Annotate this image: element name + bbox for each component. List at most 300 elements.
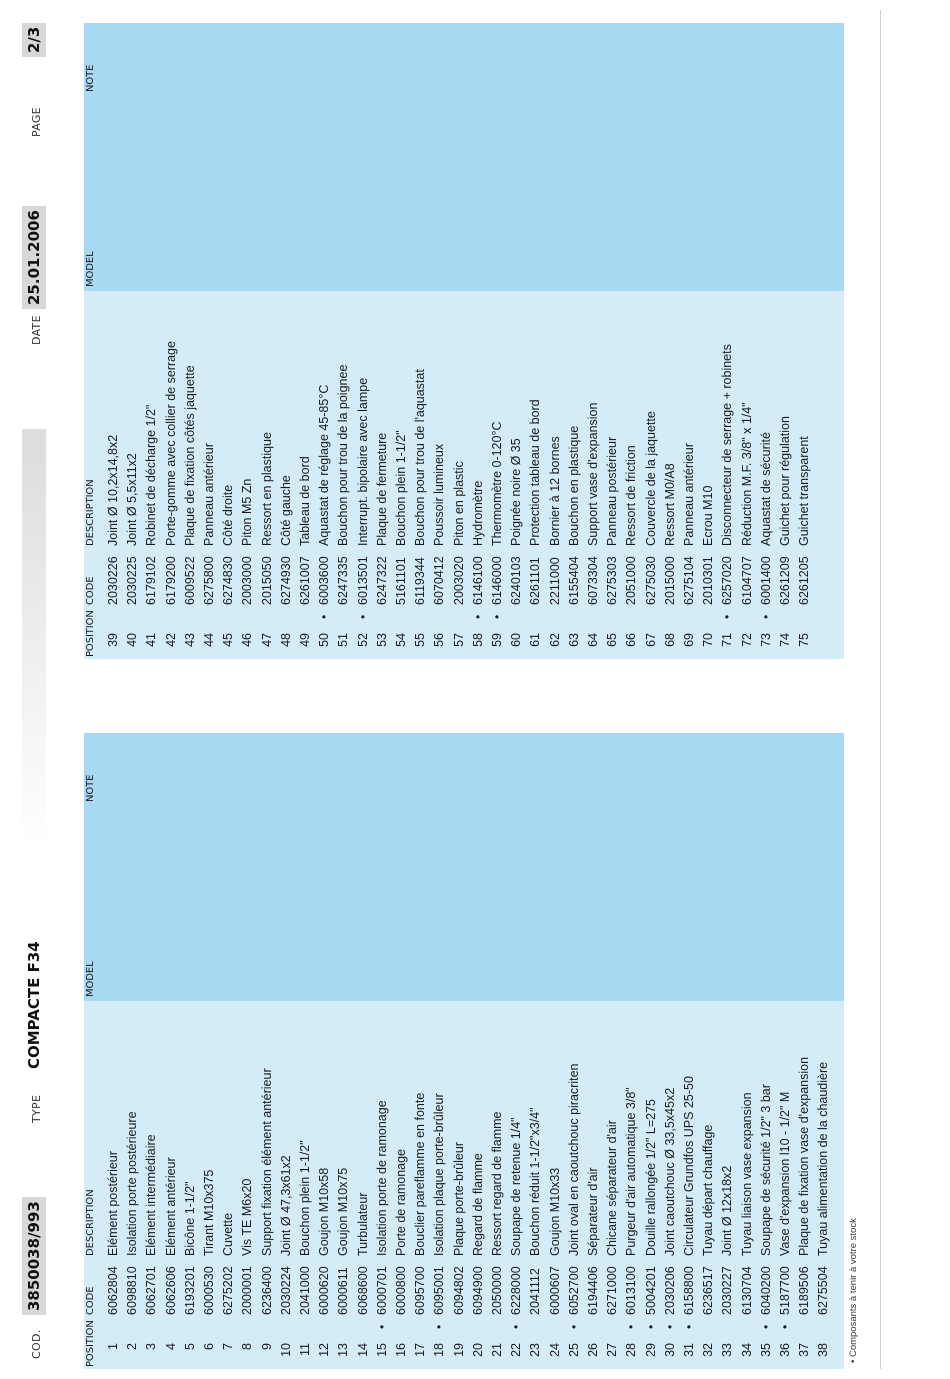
row-code: 6119344 — [413, 557, 428, 605]
row-code: 2211000 — [547, 557, 562, 605]
table-row — [200, 23, 219, 659]
page-value: 2/3 — [22, 23, 46, 57]
table-row — [219, 23, 238, 659]
row-description: Côté gauche — [278, 475, 293, 546]
col-head-description: DESCRIPTION — [85, 479, 96, 546]
row-description: Bouchon pour trou de la poignee — [336, 364, 351, 546]
row-code: 2041000 — [298, 1266, 312, 1315]
row-code: 6000800 — [394, 1266, 408, 1315]
row-position: 45 — [221, 633, 236, 647]
row-position: 13 — [336, 1343, 351, 1357]
row-code: 2030226 — [106, 556, 120, 605]
col-head-code: CODE — [85, 576, 96, 605]
row-code: 6261007 — [298, 556, 312, 605]
row-code: 5004201 — [643, 1266, 658, 1315]
row-position: 12 — [317, 1343, 332, 1357]
row-code: 6001400 — [758, 556, 773, 605]
row-code: 6247335 — [336, 556, 351, 605]
row-code: 6275104 — [682, 556, 696, 605]
row-description: Bouchon plein 1-1/2" — [298, 1140, 312, 1256]
row-description: Tuyau alimentation de la chaudière — [816, 1061, 831, 1256]
row-code: 6070412 — [432, 556, 447, 605]
row-code: 6040200 — [758, 1266, 773, 1315]
row-description: Piton en plastic — [451, 461, 466, 546]
stock-bullet-icon: • — [758, 614, 773, 619]
row-code: 6052700 — [566, 1266, 581, 1315]
row-position: 51 — [336, 633, 351, 647]
row-description: Joint Ø 10,2x14,8x2 — [106, 434, 120, 546]
stock-bullet-icon: • — [682, 1324, 696, 1329]
row-position: 31 — [682, 1343, 696, 1357]
table-row — [315, 23, 334, 659]
row-position: 69 — [682, 633, 696, 647]
row-code: 6013100 — [624, 1266, 639, 1315]
table-row — [411, 733, 430, 1369]
row-position: 39 — [106, 633, 120, 647]
table-row — [603, 733, 622, 1369]
row-position: 38 — [816, 1343, 831, 1357]
row-description: Goujon M10x58 — [317, 1167, 332, 1256]
row-code: 6275504 — [816, 1266, 831, 1315]
table-row — [526, 23, 545, 659]
header-shade — [22, 429, 46, 849]
row-code: 6000701 — [374, 1266, 389, 1315]
table-row — [142, 23, 161, 659]
row-position: 59 — [490, 633, 504, 647]
row-description: Plaque de fermeture — [374, 432, 389, 546]
row-description: Vis TE M6x20 — [240, 1178, 255, 1256]
row-position: 67 — [643, 633, 658, 647]
table-row — [334, 733, 353, 1369]
table-row — [277, 733, 296, 1369]
row-code: 6257020 — [720, 556, 735, 605]
row-position: 14 — [355, 1343, 370, 1357]
row-position: 16 — [394, 1343, 408, 1357]
row-description: Panneau antérieur — [202, 443, 216, 546]
row-description: Tirant M10x375 — [202, 1169, 216, 1256]
table-row — [642, 733, 661, 1369]
row-position: 3 — [144, 1343, 159, 1350]
row-description: Tableau de bord — [298, 456, 312, 546]
col-head-code: CODE — [85, 1286, 96, 1315]
row-description: Thermomètre 0-120°C — [490, 421, 504, 546]
row-position: 46 — [240, 633, 255, 647]
table-row — [142, 733, 161, 1369]
stock-bullet-icon: • — [778, 1324, 792, 1329]
row-position: 20 — [470, 1343, 485, 1357]
stock-bullet-icon: • — [374, 1324, 389, 1329]
row-description: Purgeur d'air automatique 3/8" — [624, 1087, 639, 1256]
table-row — [526, 733, 545, 1369]
table-row — [584, 733, 603, 1369]
row-code: 2030206 — [662, 1266, 677, 1315]
table-row — [411, 23, 430, 659]
row-code: 6271000 — [605, 1266, 620, 1315]
table-row — [795, 23, 814, 659]
row-position: 52 — [355, 633, 370, 647]
row-description: Poignée noire Ø 35 — [509, 438, 524, 546]
row-position: 73 — [758, 633, 773, 647]
row-description: Douille rallongée 1/2" L=275 — [643, 1099, 658, 1256]
table-row — [104, 23, 123, 659]
row-description: Porte-gomme avec collier de serrage — [163, 341, 178, 546]
row-description: Bouchon pour trou de l'aquastat — [413, 369, 428, 546]
row-description: Tuyau liaison vase expansion — [739, 1092, 754, 1256]
row-description: Bouchon réduit 1-1/2"x3/4" — [528, 1107, 543, 1256]
row-description: Elément antérieur — [163, 1157, 178, 1256]
row-description: Support vase d'expansion — [586, 402, 600, 546]
row-description: Ressort M0/A8 — [662, 463, 677, 546]
col-head-description: DESCRIPTION — [85, 1189, 96, 1256]
row-description: Joint caoutchouc Ø 33,5x45x2 — [662, 1087, 677, 1256]
row-position: 23 — [528, 1343, 543, 1357]
table-row — [373, 23, 392, 659]
table-row — [123, 733, 142, 1369]
row-code: 5187700 — [778, 1266, 792, 1315]
row-description: Elément postérieur — [106, 1151, 120, 1256]
stock-bullet-icon: • — [432, 1324, 447, 1329]
parts-table-right — [84, 23, 844, 659]
row-position: 71 — [720, 633, 735, 647]
row-position: 5 — [182, 1343, 197, 1350]
row-code: 6275800 — [202, 556, 216, 605]
row-position: 41 — [144, 633, 159, 647]
row-description: Interrupt. bipolaire avec lampe — [355, 377, 370, 546]
row-position: 9 — [259, 1343, 274, 1350]
row-position: 68 — [662, 633, 677, 647]
date-label: DATE — [30, 315, 43, 345]
row-description: Guichet transparent — [797, 436, 812, 546]
table-row — [546, 733, 565, 1369]
row-code: 6000620 — [317, 1266, 332, 1315]
row-description: Ressort regard de flamme — [490, 1111, 504, 1256]
row-description: Ecrou M10 — [701, 485, 716, 546]
row-description: Soupape de retenue 1/4" — [509, 1117, 524, 1256]
table-row — [584, 23, 603, 659]
row-code: 6155404 — [566, 556, 581, 605]
row-position: 65 — [605, 633, 620, 647]
table-row — [546, 23, 565, 659]
table-row — [238, 733, 257, 1369]
row-description: Côté droite — [221, 484, 236, 546]
row-position: 27 — [605, 1343, 620, 1357]
table-row — [123, 23, 142, 659]
row-code: 2050000 — [490, 1266, 504, 1315]
row-code: 6146100 — [470, 556, 485, 605]
row-position: 40 — [125, 633, 140, 647]
row-description: Goujon M10x33 — [547, 1167, 562, 1256]
stock-bullet-icon: • — [566, 1324, 581, 1329]
stock-bullet-icon: • — [509, 1324, 524, 1329]
row-description: Soupape de sécurité 1/2" 3 bar — [758, 1084, 773, 1256]
row-code: 2003000 — [240, 556, 255, 605]
date-value: 25.01.2006 — [22, 206, 46, 309]
row-position: 55 — [413, 633, 428, 647]
row-position: 29 — [643, 1343, 658, 1357]
table-row — [238, 23, 257, 659]
table-row — [738, 733, 757, 1369]
row-position: 15 — [374, 1343, 389, 1357]
table-row — [469, 733, 488, 1369]
row-code: 6194406 — [586, 1266, 600, 1315]
row-position: 75 — [797, 633, 812, 647]
row-code: 6236517 — [701, 1266, 716, 1315]
row-position: 62 — [547, 633, 562, 647]
row-description: Isolation porte de ramonage — [374, 1100, 389, 1256]
row-code: 6068600 — [355, 1266, 370, 1315]
row-description: Piton M5 Zn — [240, 478, 255, 546]
col-head-position: POSITION — [85, 1320, 96, 1367]
table-row — [507, 733, 526, 1369]
row-description: Support fixation élément antérieur — [259, 1068, 274, 1256]
table-row — [296, 733, 315, 1369]
row-description: Plaque de fixation côtés jaquette — [182, 365, 197, 546]
table-row — [469, 23, 488, 659]
row-code: 6062606 — [163, 1266, 178, 1315]
row-position: 49 — [298, 633, 312, 647]
table-row — [776, 733, 795, 1369]
table-row — [661, 23, 680, 659]
row-position: 25 — [566, 1343, 581, 1357]
row-position: 1 — [106, 1343, 120, 1350]
row-description: Vase d'expansion l10 - 1/2" M — [778, 1091, 792, 1256]
row-position: 66 — [624, 633, 639, 647]
row-position: 64 — [586, 633, 600, 647]
row-code: 6179102 — [144, 556, 159, 605]
row-position: 42 — [163, 633, 178, 647]
table-row — [354, 733, 373, 1369]
row-description: Tuyau départ chauffage — [701, 1124, 716, 1256]
row-position: 2 — [125, 1343, 140, 1350]
row-code: 6158800 — [682, 1266, 696, 1315]
row-code: 6009522 — [182, 556, 197, 605]
row-description: Joint Ø 5,5x11x2 — [125, 453, 140, 546]
row-description: Disconnecteur de serrage + robinets — [720, 344, 735, 546]
type-label: TYPE — [30, 1094, 43, 1123]
table-row — [776, 23, 795, 659]
table-row — [181, 23, 200, 659]
row-position: 35 — [758, 1343, 773, 1357]
row-position: 19 — [451, 1343, 466, 1357]
document-header — [0, 9, 70, 1369]
row-position: 18 — [432, 1343, 447, 1357]
table-row — [488, 23, 507, 659]
row-code: 6261205 — [797, 556, 812, 605]
table-row — [680, 23, 699, 659]
stock-bullet-icon: • — [355, 614, 370, 619]
row-code: 2030225 — [125, 556, 140, 605]
row-description: Ressort de friction — [624, 445, 639, 546]
row-description: Joint oval en caoutchouc piracriten — [566, 1063, 581, 1256]
row-code: 6274830 — [221, 556, 236, 605]
table-row — [718, 733, 737, 1369]
row-code: 6261101 — [528, 557, 543, 605]
row-description: Chicane séparateur d'air — [605, 1120, 620, 1256]
row-description: Bouclier pareflamme en fonte — [413, 1092, 428, 1256]
parts-table-left — [84, 733, 844, 1369]
table-row — [680, 733, 699, 1369]
table-row — [565, 23, 584, 659]
row-position: 48 — [278, 633, 293, 647]
table-row — [603, 23, 622, 659]
row-position: 72 — [739, 633, 754, 647]
row-description: Regard de flamme — [470, 1153, 485, 1256]
row-description: Joint Ø 12x18x2 — [720, 1165, 735, 1256]
row-code: 5161101 — [394, 557, 408, 605]
stock-bullet-icon: • — [662, 1324, 677, 1329]
row-position: 30 — [662, 1343, 677, 1357]
row-description: Panneau antérieur — [682, 443, 696, 546]
col-head-position: POSITION — [85, 610, 96, 657]
row-position: 7 — [221, 1343, 236, 1350]
table-row — [718, 23, 737, 659]
row-code: 6228000 — [509, 1266, 524, 1315]
table-row — [258, 23, 277, 659]
row-position: 28 — [624, 1343, 639, 1357]
parts-list-page — [0, 9, 870, 1369]
row-code: 6240103 — [509, 556, 524, 605]
row-code: 6236400 — [259, 1266, 274, 1315]
row-position: 50 — [317, 633, 332, 647]
table-row — [699, 733, 718, 1369]
row-position: 32 — [701, 1343, 716, 1357]
col-head-model: MODEL — [85, 961, 96, 997]
table-row — [258, 733, 277, 1369]
row-description: Plaque porte-brûleur — [451, 1142, 466, 1256]
row-code: 6274930 — [278, 556, 293, 605]
row-code: 6094802 — [451, 1266, 466, 1315]
row-code: 6275202 — [221, 1266, 236, 1315]
row-code: 6095001 — [432, 1266, 447, 1315]
table-row — [757, 733, 776, 1369]
table-row — [373, 733, 392, 1369]
row-description: Couvercle de la jaquette — [643, 411, 658, 546]
row-description: Cuvette — [221, 1212, 236, 1256]
row-position: 21 — [490, 1343, 504, 1357]
table-row — [334, 23, 353, 659]
row-position: 61 — [528, 633, 543, 647]
col-head-note: NOTE — [85, 774, 96, 802]
table-row — [354, 23, 373, 659]
table-row — [296, 23, 315, 659]
table-row — [162, 23, 181, 659]
table-row — [642, 23, 661, 659]
row-description: Plaque de fixation vase d'expansion — [797, 1056, 812, 1256]
row-code: 6013501 — [355, 556, 370, 605]
table-row — [104, 733, 123, 1369]
row-code: 2003020 — [451, 556, 466, 605]
row-position: 11 — [298, 1343, 312, 1356]
stock-bullet-icon: • — [490, 614, 504, 619]
row-code: 6261209 — [778, 556, 792, 605]
row-code: 6000611 — [336, 1267, 351, 1315]
table-row — [392, 733, 411, 1369]
row-code: 6000530 — [202, 1266, 216, 1315]
row-code: 2030227 — [720, 1266, 735, 1315]
row-position: 53 — [374, 633, 389, 647]
col-head-note: NOTE — [85, 64, 96, 92]
row-position: 56 — [432, 633, 447, 647]
table-row — [200, 733, 219, 1369]
row-position: 63 — [566, 633, 581, 647]
col-head-model: MODEL — [85, 251, 96, 287]
row-code: 2015000 — [662, 556, 677, 605]
row-code: 2030224 — [278, 1266, 293, 1315]
row-position: 54 — [394, 633, 408, 647]
stock-bullet-icon: • — [643, 1324, 658, 1329]
row-position: 26 — [586, 1343, 600, 1357]
page-edge-rule — [880, 10, 881, 1369]
row-description: Poussoir lumineux — [432, 443, 447, 546]
row-code: 6062701 — [144, 1266, 159, 1315]
row-position: 10 — [278, 1343, 293, 1357]
row-position: 58 — [470, 633, 485, 647]
row-code: 6275303 — [605, 556, 620, 605]
row-code: 6104707 — [739, 556, 754, 605]
table-row — [757, 23, 776, 659]
stock-bullet-icon: • — [470, 614, 485, 619]
row-code: 2000001 — [240, 1266, 255, 1315]
row-description: Bornier à 12 bornes — [547, 436, 562, 546]
row-code: 6189506 — [797, 1266, 812, 1315]
row-description: Turbulateur — [355, 1192, 370, 1256]
row-code: 6000607 — [547, 1266, 562, 1315]
stock-bullet-icon: • — [624, 1324, 639, 1329]
row-description: Goujon M10x75 — [336, 1167, 351, 1256]
table-row — [450, 733, 469, 1369]
stock-bullet-icon: • — [758, 1324, 773, 1329]
row-description: Isolation porte postérieure — [125, 1111, 140, 1256]
row-description: Isolation plaque porte-brûleur — [432, 1093, 447, 1256]
row-position: 37 — [797, 1343, 812, 1357]
row-description: Aquastat de sécurité — [758, 432, 773, 546]
cod-label: COD. — [30, 1329, 43, 1359]
stock-bullet-icon: • — [317, 614, 332, 619]
table-row — [507, 23, 526, 659]
stock-footnote: • Composants à tenir à votre stock — [848, 1218, 859, 1363]
table-row — [622, 23, 641, 659]
row-code: 6073304 — [586, 556, 600, 605]
table-row — [162, 733, 181, 1369]
row-description: Guichet pour régulation — [778, 416, 792, 546]
row-code: 2015050 — [259, 556, 274, 605]
table-row — [699, 23, 718, 659]
row-code: 6193201 — [182, 1266, 197, 1315]
row-position: 22 — [509, 1343, 524, 1357]
table-row — [622, 733, 641, 1369]
stock-bullet-icon: • — [720, 614, 735, 619]
row-code: 2051000 — [624, 556, 639, 605]
row-code: 6094900 — [470, 1266, 485, 1315]
row-position: 6 — [202, 1343, 216, 1350]
row-position: 44 — [202, 633, 216, 647]
table-row — [181, 733, 200, 1369]
row-description: Circulateur Grundfos UPS 25-50 — [682, 1076, 696, 1256]
row-position: 24 — [547, 1343, 562, 1357]
row-code: 2010301 — [701, 556, 716, 605]
row-description: Séparateur d'air — [586, 1167, 600, 1256]
row-position: 47 — [259, 633, 274, 647]
row-description: Bicône 1-1/2" — [182, 1181, 197, 1256]
row-code: 6062804 — [106, 1266, 120, 1315]
row-description: Protection tableau de bord — [528, 399, 543, 546]
row-code: 6275030 — [643, 556, 658, 605]
cod-value: 3850038/993 — [22, 1197, 46, 1315]
row-position: 4 — [163, 1343, 178, 1350]
row-description: Bouchon plein 1-1/2" — [394, 430, 408, 546]
table-row — [315, 733, 334, 1369]
page-label: PAGE — [30, 107, 43, 137]
